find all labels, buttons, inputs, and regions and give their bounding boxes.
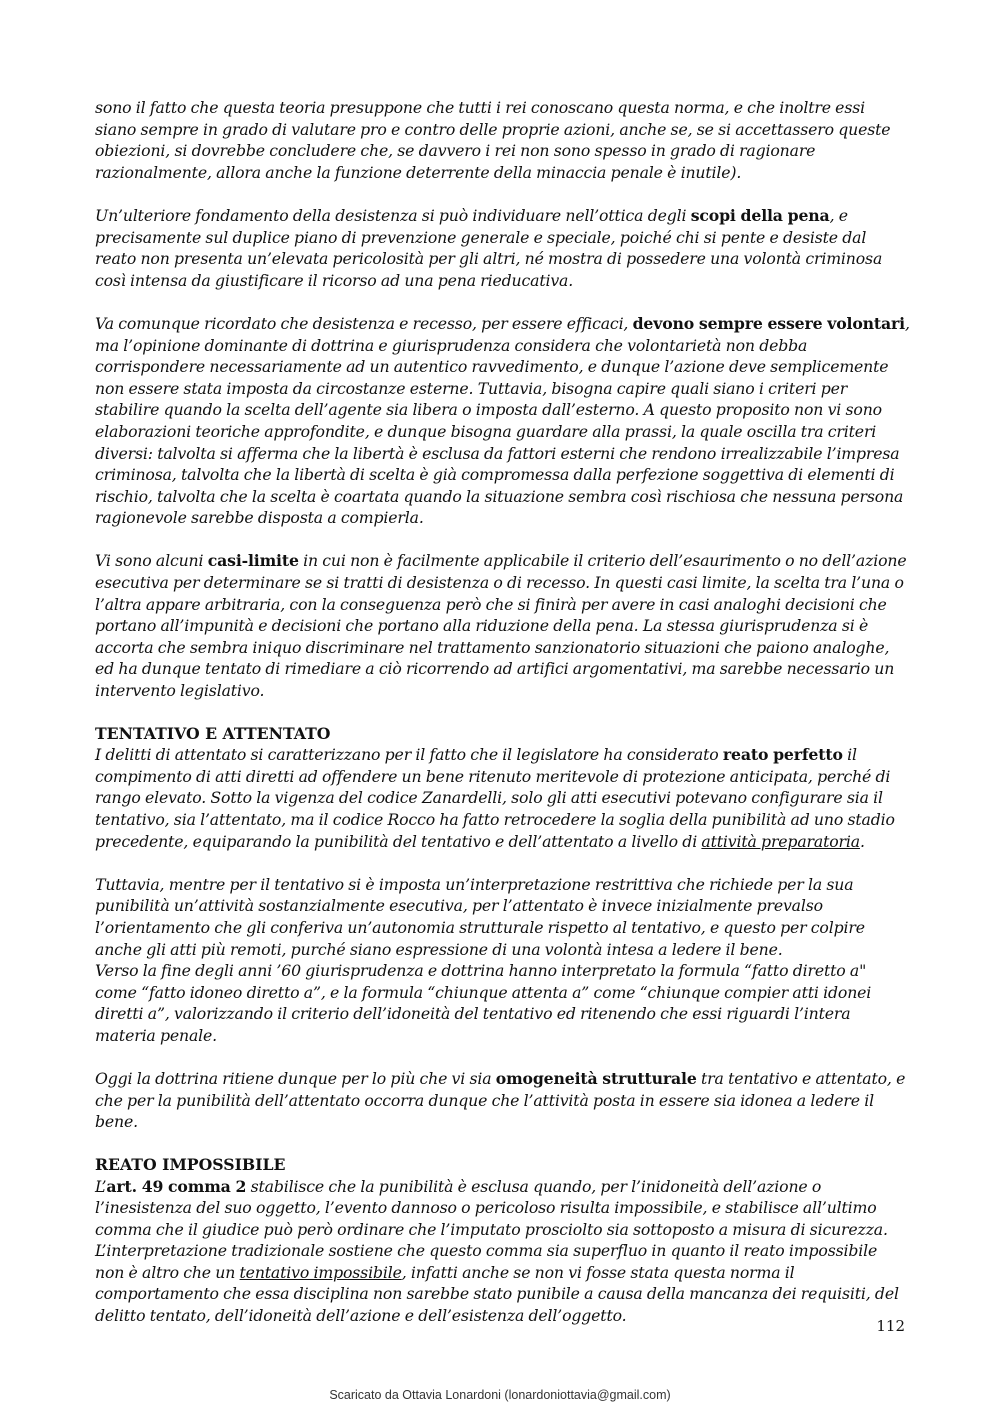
paragraph [95,550,910,701]
paragraph: Verso la fine degli anni ’60 giurisprudenza e dottrina hanno interpretato la formula “fatto diretto a" come “fatto idoneo diretto a”, e la formula “chiunque attenta a” come “chiunque compier atti idonei diretti a”, valorizzando il criterio dell’idoneità del tentativo ed ritenendo che essi riguardi l’intera materia penale. [95,961,872,1045]
paragraph: Tuttavia, mentre per il tentativo si è imposta un’interpretazione restrittiva che richiede per la sua punibilità un’attività sostanzialmente esecutiva, per l’attentato è invece inizialmente prevalso l’orientamento che gli conferiva un’autonomia strutturale rispetto al tentativo, e questo per colpire anche gli atti più remoti, purché siano espressione di una volontà intesa a ledere il bene. [95,874,865,959]
paragraph [95,1068,910,1133]
document-page [95,97,910,1327]
paragraph-text: I delitti di attentato si caratterizzano per il fatto che il legislatore ha considerato [95,745,723,765]
paragraph-text: , ma l’opinione dominante di dottrina e giurisprudenza considera che volontarietà non debba corrispondere necessariamente ad un autentico ravvedimento, e dunque l’azione deve semplicemente non essere stata imposta da circostanze esterne. Tuttavia, bisogna capire quali siano i criteri per stabilire quando la scelta dell’agente sia libera o imposta dall’esterno. A questo proposito non vi sono elaborazioni teoriche approfondite, e dunque bisogna guardare alla prassi, la quale oscilla tra criteri diversi: talvolta si afferma che la libertà è esclusa da fattori esterni che rendono irrealizzabile l’impresa criminosa, talvolta che la libertà di scelta è già compromessa dalla perfezione soggettiva di elementi di rischio, talvolta che la scelta è coartata quando la situazione sembra così rischiosa che nessuna persona ragionevole sarebbe disposta a compierla. [95,313,910,528]
paragraph-text: . [859,831,865,851]
paragraph-text: , infatti anche se non vi fosse stata questa norma il comportamento che essa disciplina non sarebbe stato punibile a causa della mancanza dei requisiti, del delitto tentato, dell’idoneità dell’azione e dell’esistenza dell’oggetto. [95,1262,899,1326]
paragraph-text: tra tentativo e attentato, e che per la punibilità dell’attentato occorra dunque che l’attività posta in essere sia idonea a ledere il bene. [95,1069,906,1132]
paragraph [95,205,910,291]
paragraph [95,1176,910,1327]
paragraph [95,313,910,529]
paragraph-text: Un’ulteriore fondamento della desistenza si può individuare nell’ottica degli [95,205,691,225]
download-footer: Scaricato da Ottavia Lonardoni (lonardoniottavia@gmail.com) [329,1388,671,1402]
section-heading: TENTATIVO E ATTENTATO [95,723,331,743]
bold-term: reato perfetto [722,745,843,765]
page-number: 112 [876,1317,905,1335]
paragraph: sono il fatto che questa teoria presuppone che tutti i rei conoscano questa norma, e che inoltre essi siano sempre in grado di valutare pro e contro delle proprie azioni, anche se, se si accettassero queste obiezioni, si dovrebbe concludere che, se davvero i rei non sono spesso in grado di ragionare razionalmente, allora anche la funzione deterrente della minaccia penale è inutile). [95,98,891,182]
paragraph-text: in cui non è facilmente applicabile il criterio dell’esaurimento o no dell’azione esecutiva per determinare se si tratti di desistenza o di recesso. In questi casi limite, la scelta tra l’una o l’altra appare arbitraria, con la conseguenza però che si finirà per avere in casi analoghi decisioni che portano all’impunità e decisioni che portano alla riduzione della pena. La stessa giurisprudenza si è accorta che sembra iniquo discriminare nel trattamento sanzionatorio situazioni che paiono analoghe, ed ha dunque tentato di rimediare a ciò ricorrendo ad artifici argomentativi, ma sarebbe necessario un intervento legislativo. [95,551,907,701]
paragraph [95,744,910,852]
bold-term: art. 49 comma 2 [106,1176,247,1196]
paragraph-text: L’ [95,1176,107,1196]
paragraph-text: stabilisce che la punibilità è esclusa quando, per l’inidoneità dell’azione o l’inesistenza del suo oggetto, l’evento dannoso o pericoloso risulta impossibile, e stabilisce all’ultimo comma che il giudice può però ordinare che l’imputato prosciolto sia sottoposto a misura di sicurezza. L’interpretazione tradizionale sostiene che questo comma sia superfluo in quanto il reato impossibile non è altro che un [95,1176,888,1282]
bold-term: casi-limite [207,551,299,571]
paragraph-text: Vi sono alcuni [95,551,208,571]
paragraph-text: il compimento di atti diretti ad offendere un bene ritenuto meritevole di protezione anticipata, perché di rango elevato. Sotto la vigenza del codice Zanardelli, solo gli atti esecutivi potevano configurare sia il tentativo, sia l’attentato, ma il codice Rocco ha fatto retrocedere la soglia della punibilità ad uno stadio precedente, equiparando la punibilità del tentativo e dell’attentato a livello di [95,745,895,851]
paragraph-text: Oggi la dottrina ritiene dunque per lo più che vi sia [95,1069,496,1089]
bold-term: omogeneità strutturale [495,1069,697,1089]
paragraph-text: Va comunque ricordato che desistenza e recesso, per essere efficaci, [95,313,633,333]
bold-term: devono sempre essere volontari [632,313,905,333]
bold-term: scopi della pena [690,205,830,225]
underlined-term: attività preparatoria [701,831,860,851]
section-heading: REATO IMPOSSIBILE [95,1154,286,1174]
underlined-term: tentativo impossibile [239,1262,402,1282]
paragraph-text: , e precisamente sul duplice piano di prevenzione generale e speciale, poiché chi si pente e desiste dal reato non presenta un’elevata pericolosità per gli altri, né mostra di possedere una volontà criminosa così intensa da giustificare il ricorso ad una pena rieducativa. [95,205,883,290]
